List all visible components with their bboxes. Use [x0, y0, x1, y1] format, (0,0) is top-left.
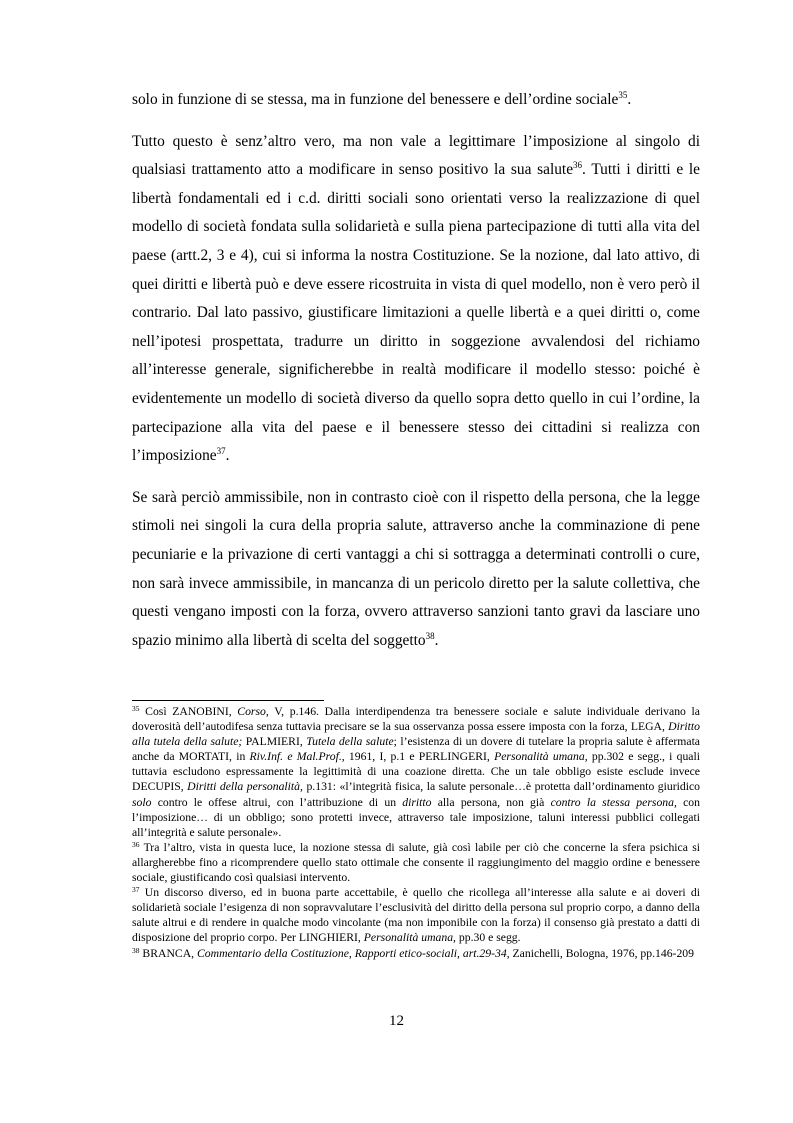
text-run: Se sarà perciò ammissibile, non in contrasto cioè con il rispetto della persona, che la legge stimoli nei singoli la cura della propria salute, attraverso anche la comminazione di pene pecuniarie e la privazione di certi vantaggi a chi si sottragga a determinati controlli o cure, non sarà invece ammissibile, in mancanza di un pericolo diretto per la salute collettiva, che questi vengano imposti con la forza, ovvero attraverso sanzioni tanto gravi da lasciare uno spazio minimo alla libertà di scelta del soggetto — [132, 488, 700, 649]
text-run: ; l’esistenza di un dovere di tutelare la propria salute è affermata anche da MORTATI, in — [132, 735, 700, 764]
italic-text: diritto — [402, 795, 432, 809]
footnote-ref: 38 — [425, 630, 435, 641]
text-run: . — [225, 447, 230, 465]
paragraph-2 — [132, 128, 700, 471]
italic-text: Diritti della personalità, — [187, 780, 303, 794]
italic-text: Tutela della salute — [306, 735, 394, 749]
text-run: Tutto questo è senz’altro vero, ma non vale a legittimare l’imposizione al singolo di qualsiasi trattamento atto a modificare in senso positivo la sua salute — [132, 132, 700, 179]
text-run: , pp.302 e segg., i quali tuttavia escludono espressamente la legittimità di una coazione diretta. Che un tale obbligo esiste esclude invece DECUPIS, — [132, 750, 700, 794]
footnote-ref: 35 — [618, 90, 628, 100]
italic-text: contro la stessa persona, — [550, 795, 677, 809]
text-run: , V, p.146. Dalla interdipendenza tra benessere sociale e salute individuale derivano la doverosità dell’autodifesa senza tuttavia precisare se la sua osservanza possa essere imposta con la forza, LEGA, — [132, 705, 700, 734]
text-run: Un discorso diverso, ed in buona parte accettabile, è quello che ricollega all’interesse alla salute e ai doveri di solidarietà sociale l’esigenza di non sopravvalutare l’esclusività del diritto della persona sul proprio corpo, a danno della salute altrui e di rendere in qualche modo vincolante (ma non imponibile con la forza) il consenso già prestato a datti di disposizione del proprio corpo. Per LINGHIERI, — [132, 886, 700, 945]
italic-text: Riv.Inf. e Mal.Prof., — [249, 750, 345, 764]
body-text — [132, 86, 700, 668]
text-run: Tra l’altro, vista in questa luce, la nozione stessa di salute, già così labile per ciò che concerne la sfera psichica si allargherebbe fino a ricomprendere quello stato ottimale che consente il raggiungimento del maggio ordine e benessere sociale, giustificando così qualsiasi intervento. — [132, 840, 700, 885]
footnote-ref: 36 — [132, 839, 140, 849]
text-run: Così ZANOBINI, — [139, 705, 238, 718]
text-run: con l’imposizione… di un obbligo; sono protetti invece, attraverso tale imposizione, taluni interessi pubblici collegati all’integrità e salute personale». — [132, 795, 700, 839]
text-run: . — [434, 631, 439, 649]
text-run: , pp.30 e segg. — [453, 931, 521, 945]
italic-text: Commentario della Costituzione, Rapporti etico-sociali, art.29-34 — [196, 946, 507, 960]
footnote-ref: 35 — [132, 704, 140, 713]
footnote-38 — [132, 946, 700, 961]
footnote-36 — [132, 840, 700, 885]
text-run: p.131: «l’integrità fisica, la salute personale…è protetta dall’ordinamento giuridico — [302, 780, 701, 794]
paragraph-3 — [132, 484, 700, 656]
footnote-ref: 37 — [132, 885, 140, 895]
text-run: . — [627, 91, 632, 108]
italic-text: solo — [132, 795, 152, 809]
paragraph-1 — [132, 86, 700, 115]
text-run: contro le offese altrui, con l’attribuzione di un — [151, 795, 403, 809]
footnotes — [132, 704, 700, 961]
text-run: solo in funzione di se stessa, ma in funzione del benessere e dell’ordine sociale — [132, 91, 619, 108]
italic-text: Personalità umana — [494, 750, 585, 764]
page-number: 12 — [389, 1013, 404, 1029]
footnote-ref: 37 — [216, 446, 226, 457]
text-run: . Tutti i diritti e le libertà fondamentali ed i c.d. diritti sociali sono orientati verso la realizzazione di quel modello di società fondata sulla solidarietà e sulla piena partecipazione di tutti alla vita del paese (artt.2, 3 e 4), cui si informa la nostra Costituzione. Se la nozione, dal lato attivo, di quei diritti e libertà può e deve essere ricostruita in vista di quel modello, non è vero però il contrario. Dal lato passivo, giustificare limitazioni a quelle libertà e a quei diritti o, come nell’ipotesi prospettata, tradurre un diritto in soggezione avvalendosi del richiamo all’interesse generale, significherebbe in realtà modificare il modello stesso: poiché è evidentemente un modello di società diverso da quello sopra detto quello in cui l’ordine, la partecipazione alla vita del paese e il benessere stesso dei cittadini si realizza con l’imposizione — [132, 161, 701, 465]
footnote-37 — [132, 885, 700, 945]
text-run: PALMIERI, — [242, 735, 307, 749]
text-run: , Zanichelli, Bologna, 1976, pp.146-209 — [506, 946, 694, 960]
footnote-separator — [132, 700, 324, 701]
footnote-ref: 36 — [573, 160, 583, 171]
footnote-ref: 38 — [132, 945, 140, 955]
text-run: BRANCA, — [139, 946, 197, 960]
italic-text: Personalità umana — [363, 931, 454, 945]
footnote-35 — [132, 704, 700, 840]
italic-text: Corso — [237, 705, 266, 718]
italic-text: Diritto alla tutela della salute; — [132, 720, 700, 749]
text-run: 1961, I, p.1 e PERLINGERI, — [344, 750, 495, 764]
text-run: alla persona, non già — [431, 795, 551, 809]
